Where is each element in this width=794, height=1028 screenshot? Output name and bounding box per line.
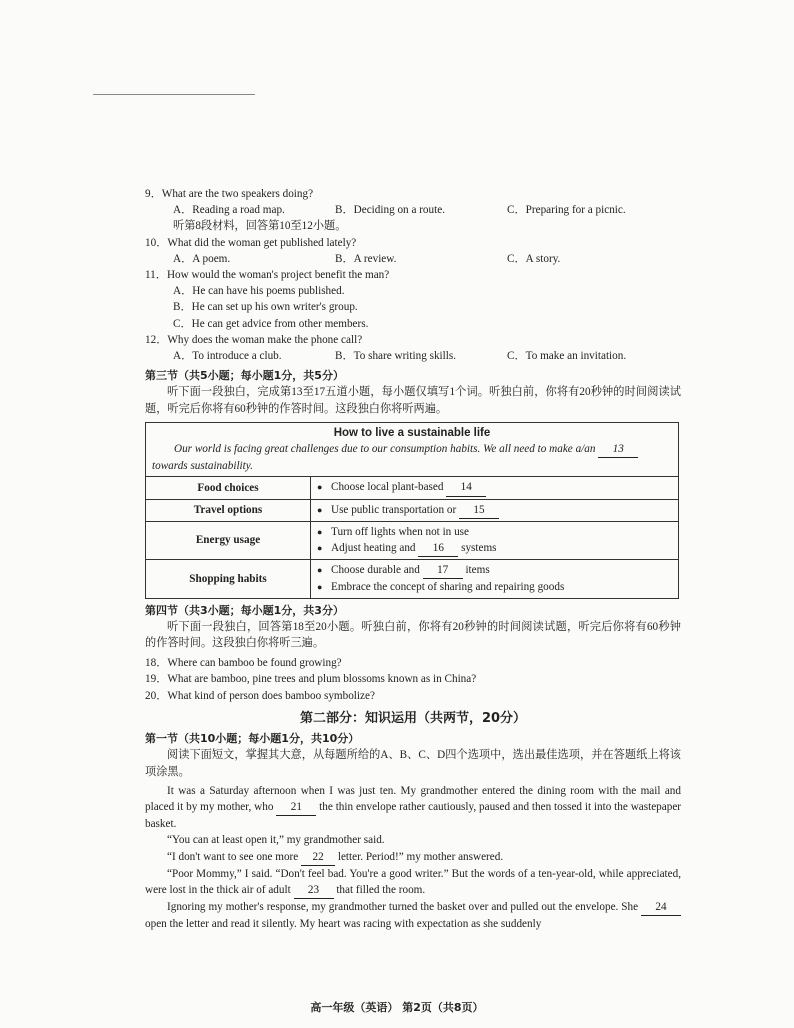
passage-paragraph: “You can at least open it,” my grandmother said.	[167, 834, 385, 847]
part-2-title: 第二部分：知识运用（共两节，20分）	[299, 710, 527, 726]
blank-23: 23	[294, 882, 334, 899]
notes-table-intro: Our world is facing great challenges due to our consumption habits. We all need to make a/an 13 towards sustainability.	[152, 441, 672, 474]
blank-16: 16	[418, 540, 458, 557]
row-shopping	[146, 560, 679, 598]
part-2-instructions: 阅读下面短文，掌握其大意，从每题所给的A、B、C、D四个选项中，选出最佳选项，并在答题纸上将该项涂黑。	[145, 749, 681, 778]
row-food	[146, 477, 679, 499]
passage-paragraph: “Poor Mommy,” I said. “Don't feel bad. You're a good writer.” But the words of a ten-year-old, while appreciated, were lost in the thick air of adult 23 that filled the room.	[145, 866, 681, 899]
part-2-section-1-title: 第一节（共10小题；每小题1分，共10分）	[145, 732, 360, 746]
question-19: 19．What are bamboo, pine trees and plum blossoms known as in China?	[145, 673, 477, 686]
category-label: Food choices	[146, 477, 311, 499]
option-c: C．Preparing for a picnic.	[507, 204, 626, 217]
category-label: Shopping habits	[146, 560, 311, 598]
section-3-title: 第三节（共5小题；每小题1分，共5分）	[145, 369, 344, 383]
blank-22: 22	[301, 849, 335, 866]
question-12: 12．Why does the woman make the phone call?	[145, 333, 363, 346]
notes-table-header	[146, 422, 679, 477]
option-c: C．To make an invitation.	[507, 350, 627, 363]
bullet-item: ● Embrace the concept of sharing and repairing goods	[317, 579, 672, 595]
question-9: 9．What are the two speakers doing?	[145, 188, 314, 200]
option-c: C．He can get advice from other members.	[173, 317, 369, 330]
option-a: A．He can have his poems published.	[173, 285, 345, 298]
category-label: Travel options	[146, 499, 311, 521]
question-12-options	[145, 348, 681, 364]
passage-paragraph: Ignoring my mother's response, my grandmother turned the basket over and pulled out the envelope. She 24 open the letter and read it silently. My heart was racing with expectation as she suddenly	[145, 899, 681, 932]
notes-table	[145, 422, 679, 599]
blank-13: 13	[598, 441, 638, 458]
page-footer: 高一年级（英语） 第2页（共8页）	[310, 1001, 484, 1014]
blank-14: 14	[446, 479, 486, 496]
question-9-options	[145, 202, 681, 218]
section-3-instructions: 听下面一段独白，完成第13至17五道小题，每小题仅填写1个词。听独白前，你将有20秒钟的时间阅读试题，听完后你将有60秒钟的作答时间。这段独白你将听两遍。	[145, 386, 681, 415]
header-rule	[93, 94, 255, 95]
row-travel	[146, 499, 679, 521]
blank-21: 21	[276, 799, 316, 816]
bullet-item: ● Turn off lights when not in use	[317, 524, 672, 540]
question-11: 11．How would the woman's project benefit the man?	[145, 269, 390, 282]
option-a: A．A poem.	[173, 252, 231, 265]
blank-15: 15	[459, 502, 499, 519]
question-20: 20．What kind of person does bamboo symbolize?	[145, 689, 375, 702]
bullet-item: ● Choose durable and 17 items	[317, 562, 672, 579]
option-b: B．He can set up his own writer's group.	[173, 301, 358, 314]
question-18: 18．Where can bamboo be found growing?	[145, 657, 342, 670]
exam-page	[145, 186, 681, 933]
question-10: 10．What did the woman get published lately?	[145, 236, 357, 249]
section-4-title: 第四节（共3小题；每小题1分，共3分）	[145, 603, 344, 617]
blank-24: 24	[641, 899, 681, 916]
passage-paragraph: “I don't want to see one more 22 letter. Period!” my mother answered.	[145, 849, 681, 866]
bullet-item: ● Choose local plant-based 14	[317, 479, 672, 496]
option-a: A．Reading a road map.	[173, 204, 285, 217]
bullet-item: ● Use public transportation or 15	[317, 502, 672, 519]
passage-paragraph: It was a Saturday afternoon when I was just ten. My grandmother entered the dining room with the mail and placed it by my mother, who 21 the thin envelope rather cautiously, paused and then tossed it into the wastepaper basket.	[145, 784, 682, 831]
blank-17: 17	[423, 562, 463, 579]
category-label: Energy usage	[146, 521, 311, 559]
option-c: C．A story.	[507, 252, 561, 265]
option-b: B．Deciding on a route.	[335, 204, 445, 217]
option-a: A．To introduce a club.	[173, 350, 282, 363]
bullet-item: ● Adjust heating and 16 systems	[317, 540, 672, 557]
material-note: 听第8段材料，回答第10至12小题。	[173, 220, 347, 233]
section-4-instructions: 听下面一段独白，回答第18至20小题。听独白前，你将有20秒钟的时间阅读试题，听完后你将有60秒钟的作答时间。这段独白你将听三遍。	[145, 620, 681, 650]
question-10-options	[145, 251, 681, 267]
row-energy	[146, 521, 679, 559]
option-b: B．To share writing skills.	[335, 350, 457, 363]
notes-table-title: How to live a sustainable life	[333, 426, 491, 439]
option-b: B．A review.	[335, 252, 397, 265]
